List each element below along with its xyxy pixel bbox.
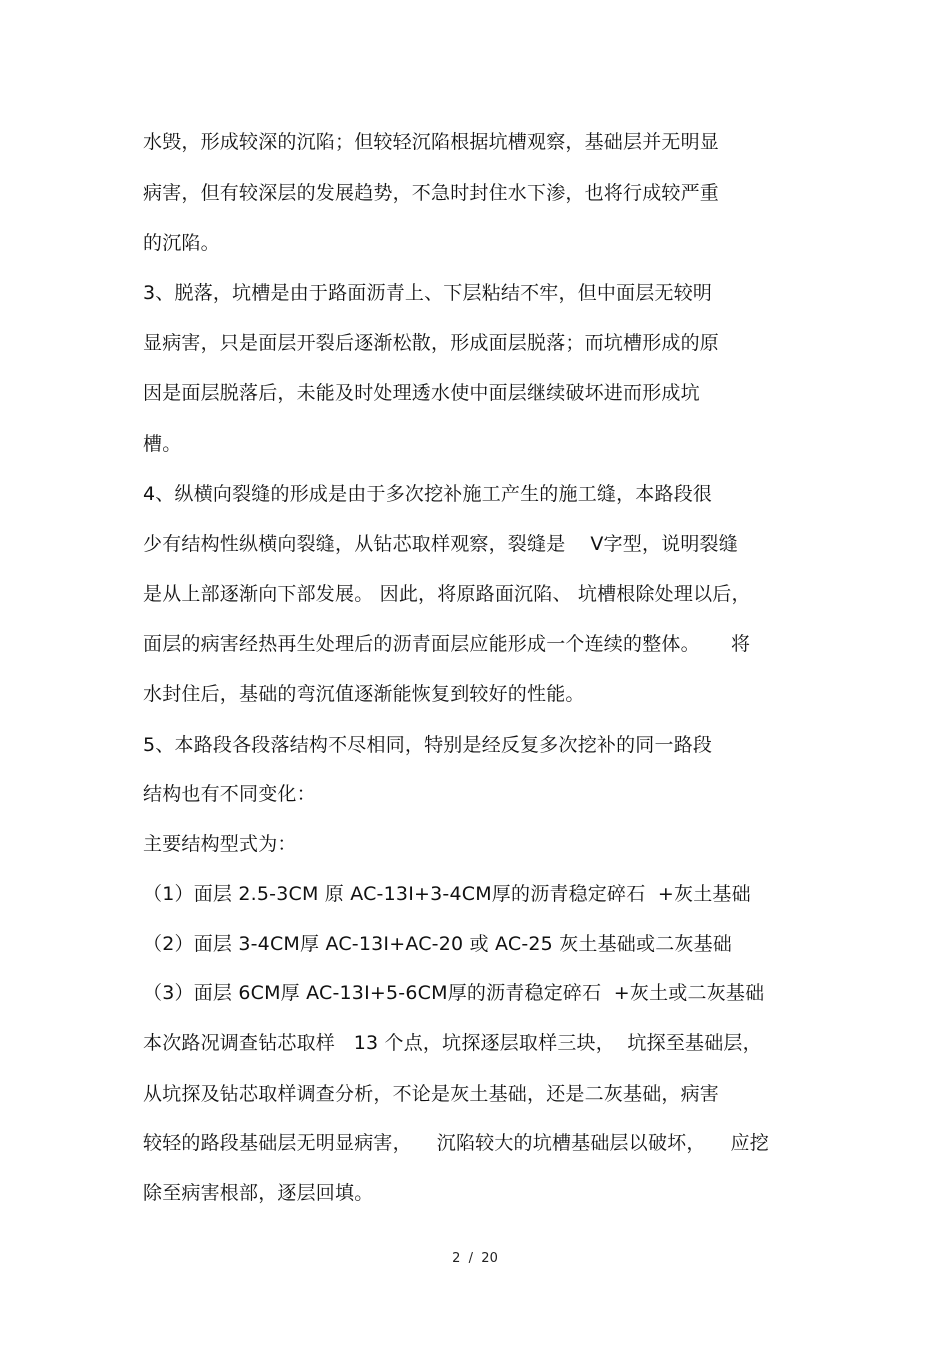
text-line: 4、纵横向裂缝的形成是由于多次挖补施工产生的施工缝，本路段很 xyxy=(143,483,713,505)
text-line: 较轻的路段基础层无明显病害， 沉陷较大的坑槽基础层以破坏， 应挖 xyxy=(143,1132,769,1154)
text-line: 的沉陷。 xyxy=(143,232,220,254)
text-line: （2）面层 3-4CM厚 AC-13I+AC-20 或 AC-25 灰土基础或二灰基础 xyxy=(143,933,732,955)
text-line: 面层的病害经热再生处理后的沥青面层应能形成一个连续的整体。 将 xyxy=(143,633,751,655)
text-line: 显病害，只是面层开裂后逐渐松散，形成面层脱落；而坑槽形成的原 xyxy=(143,332,720,354)
text-line: 水封住后，基础的弯沉值逐渐能恢复到较好的性能。 xyxy=(143,683,585,705)
page-indicator: 2 / 20 xyxy=(452,1251,498,1266)
text-line: 病害，但有较深层的发展趋势，不急时封住水下渗，也将行成较严重 xyxy=(143,182,720,204)
text-line: （3）面层 6CM厚 AC-13I+5-6CM厚的沥青稳定碎石 +灰土或二灰基础 xyxy=(143,982,765,1004)
text-line: 槽。 xyxy=(143,433,182,455)
text-line: 少有结构性纵横向裂缝，从钻芯取样观察，裂缝是 V字型，说明裂缝 xyxy=(143,533,738,555)
text-line: 因是面层脱落后，未能及时处理透水使中面层继续破坏进而形成坑 xyxy=(143,382,700,404)
text-line: 是从上部逐渐向下部发展。 因此，将原路面沉陷、 坑槽根除处理以后， xyxy=(143,583,751,605)
text-line: 从坑探及钻芯取样调查分析，不论是灰土基础，还是二灰基础，病害 xyxy=(143,1083,720,1105)
text-line: 5、本路段各段落结构不尽相同，特别是经反复多次挖补的同一路段 xyxy=(143,734,713,756)
text-line: 本次路况调查钻芯取样 13 个点，坑探逐层取样三块， 坑探至基础层， xyxy=(143,1032,762,1054)
text-line: 主要结构型式为： xyxy=(143,833,297,855)
text-line: 结构也有不同变化： xyxy=(143,783,316,805)
text-line: 3、脱落，坑槽是由于路面沥青上、下层粘结不牢，但中面层无较明 xyxy=(143,282,713,304)
text-line: （1）面层 2.5-3CM 原 AC-13I+3-4CM厚的沥青稳定碎石 +灰土基础 xyxy=(143,883,751,905)
text-line: 水毁，形成较深的沉陷；但较轻沉陷根据坑槽观察，基础层并无明显 xyxy=(143,131,720,153)
text-line: 除至病害根部，逐层回填。 xyxy=(143,1182,374,1204)
